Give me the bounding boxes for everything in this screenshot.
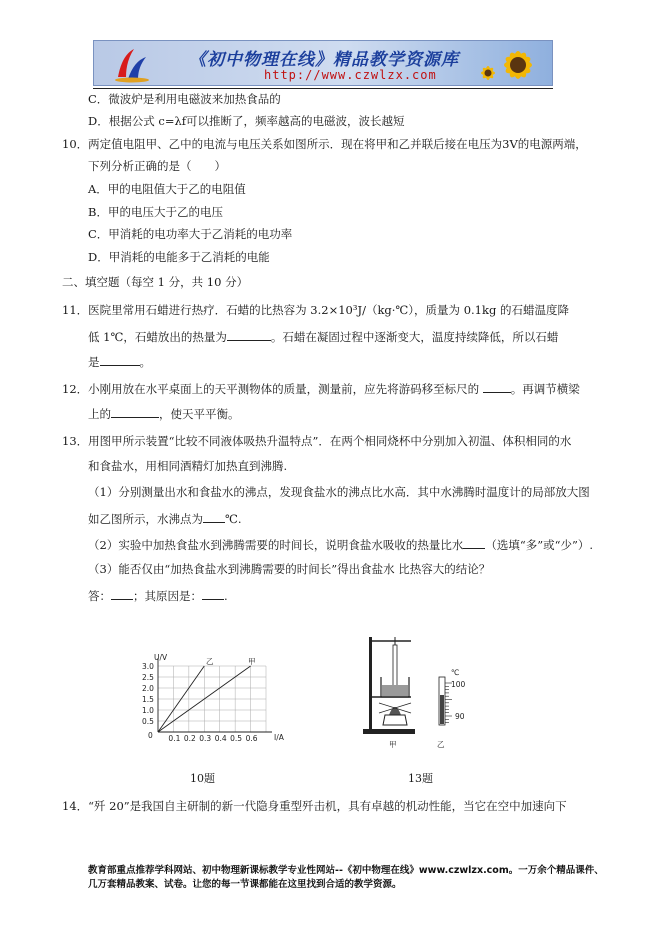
series-label-jia: 甲 <box>248 657 256 666</box>
q11-blank-1[interactable] <box>227 328 271 341</box>
q11-text-a: 低 1℃，石蜡放出的热量为 <box>88 330 227 344</box>
thermo-90: 90 <box>455 712 465 721</box>
liquid <box>382 685 408 696</box>
stand-base <box>363 729 415 734</box>
header-banner <box>93 40 553 86</box>
x-tick-label: 0.5 <box>230 734 243 743</box>
q11-text-c: 是 <box>88 355 100 369</box>
q12-line-1 <box>62 380 580 397</box>
graph-xlabel: I/A <box>274 733 284 742</box>
mercury-column <box>440 695 444 724</box>
q10-option-c: C．甲消耗的电功率大于乙消耗的电功率 <box>88 227 293 241</box>
graph-grid <box>158 666 266 732</box>
q13-part-3: （3）能否仅由“加热食盐水到沸腾需要的时间长”得出食盐水 比热容大的结论？ <box>88 562 491 576</box>
q13-blank-4[interactable] <box>202 587 224 600</box>
y-tick-label: 1.0 <box>142 706 154 715</box>
series-label-yi: 乙 <box>206 657 214 666</box>
thermo-100: 100 <box>451 680 466 689</box>
q13-blank-2[interactable] <box>463 536 485 549</box>
q13-text-e: 答： <box>88 589 111 603</box>
q11-line-2 <box>88 328 558 345</box>
q10-stem-2: 下列分析正确的是（ ） <box>88 159 226 173</box>
q11-line-3 <box>88 353 151 370</box>
q13-answer <box>88 587 228 604</box>
graph-ylabel: U/V <box>154 653 168 662</box>
y-tick-label: 2.0 <box>142 684 154 693</box>
footer-line-2: 几万套精品教案、试卷。让您的每一节课都能在这里找到合适的教学资源。 <box>88 879 402 890</box>
q13-text-f: ；其原因是： <box>133 589 202 603</box>
q10-stem: 10．两定值电阻甲、乙中的电流与电压关系如图所示．现在将甲和乙并联后接在电压为3V的电源两端， <box>62 137 587 151</box>
q11-text-b: 。石蜡在凝固过程中逐渐变大，温度持续降低，所以石蜡 <box>270 330 559 344</box>
q13-text-d: （选填“多”或“少”）. <box>485 538 593 552</box>
y-tick-label: 3.0 <box>142 662 154 671</box>
thermo-unit: ℃ <box>451 668 460 677</box>
q13-blank-3[interactable] <box>111 587 133 600</box>
q10-option-a: A．甲的电阻值大于乙的电阻值 <box>88 182 246 196</box>
banner-url[interactable]: http://www.czwlzx.com <box>264 68 437 82</box>
q10-option-b: B．甲的电压大于乙的电压 <box>88 205 223 219</box>
q13-stem: 13．用图甲所示装置“比较不同液体吸热升温特点”．在两个相同烧杯中分别加入初温、体积相同的水 <box>62 434 572 448</box>
y-tick-label: 2.5 <box>142 673 154 682</box>
q9-option-c: C．微波炉是利用电磁波来加热食品的 <box>88 92 281 106</box>
q10-option-d: D．甲消耗的电能多于乙消耗的电能 <box>88 250 270 264</box>
header-rule <box>93 88 553 89</box>
figure-10-caption: 10题 <box>190 772 215 785</box>
alcohol-lamp <box>383 715 407 725</box>
sunflower-icon <box>476 43 546 86</box>
q11-stem: 11．医院里常用石蜡进行热疗．石蜡的比热容为 3.2×10³J/（kg·℃），质量为 0.1kg 的石蜡温度降 <box>62 303 569 317</box>
q13-text-a: 如乙图所示，水沸点为 <box>88 512 203 526</box>
x-tick-label: 0.3 <box>199 734 212 743</box>
y-tick-label: 1.5 <box>142 695 154 704</box>
q9-option-d: D．根据公式 c=λf可以推断了，频率越高的电磁波，波长越短 <box>88 114 405 128</box>
q13-text-b: ℃. <box>225 512 242 526</box>
q12-text-a: 12．小刚用放在水平桌面上的天平测物体的质量，测量前，应先将游码移至标尺的 <box>62 382 480 396</box>
q13-blank-1[interactable] <box>203 510 225 523</box>
q12-text-d: ，使天平平衡。 <box>159 407 240 421</box>
x-tick-label: 0.4 <box>214 734 227 743</box>
q13-stem-2: 和食盐水，用相同酒精灯加热直到沸腾. <box>88 459 288 473</box>
footer-line-1: 教育部重点推荐学科网站、初中物理新课标教学专业性网站--《初中物理在线》www.czwlzx.com。一万余个精品课件、 <box>88 865 604 876</box>
q14-stem: 14．“歼 20”是我国自主研制的新一代隐身重型歼击机，具有卓越的机动性能，当它在空中加速向下 <box>62 799 567 813</box>
figure-13-caption: 13题 <box>408 772 433 785</box>
q13-part-1b <box>88 510 242 527</box>
figure-13-apparatus <box>355 633 485 751</box>
label-jia: 甲 <box>389 740 397 749</box>
x-tick-label: 0.6 <box>245 734 258 743</box>
x-tick-label: 0.1 <box>168 734 181 743</box>
label-yi: 乙 <box>437 740 445 749</box>
q13-text-g: . <box>224 589 228 603</box>
q12-line-2 <box>88 405 240 422</box>
q13-text-c: （2）实验中加热食盐水到沸腾需要的时间长，说明食盐水吸收的热量比水 <box>88 538 464 552</box>
q12-text-b: 。再调节横梁 <box>510 382 580 396</box>
banner-title: 《初中物理在线》精品教学资源库 <box>189 50 459 70</box>
q11-text-d: 。 <box>139 355 151 369</box>
stand-rod <box>369 637 372 729</box>
q12-blank-2[interactable] <box>111 405 159 418</box>
x-tick-label: 0.2 <box>183 734 196 743</box>
q13-part-1: （1）分别测量出水和食盐水的沸点，发现食盐水的沸点比水高．其中水沸腾时温度计的局部放大图 <box>88 485 590 499</box>
figure-10-graph <box>140 650 290 745</box>
logo-icon <box>112 45 152 83</box>
q12-blank-1[interactable] <box>483 380 511 393</box>
q12-text-c: 上的 <box>88 407 111 421</box>
graph-origin: 0 <box>148 731 153 740</box>
y-tick-label: 0.5 <box>142 717 154 726</box>
q11-blank-2[interactable] <box>100 353 140 366</box>
section-heading: 二、填空题（每空 1 分，共 10 分） <box>62 275 249 289</box>
q13-part-2 <box>88 536 593 553</box>
